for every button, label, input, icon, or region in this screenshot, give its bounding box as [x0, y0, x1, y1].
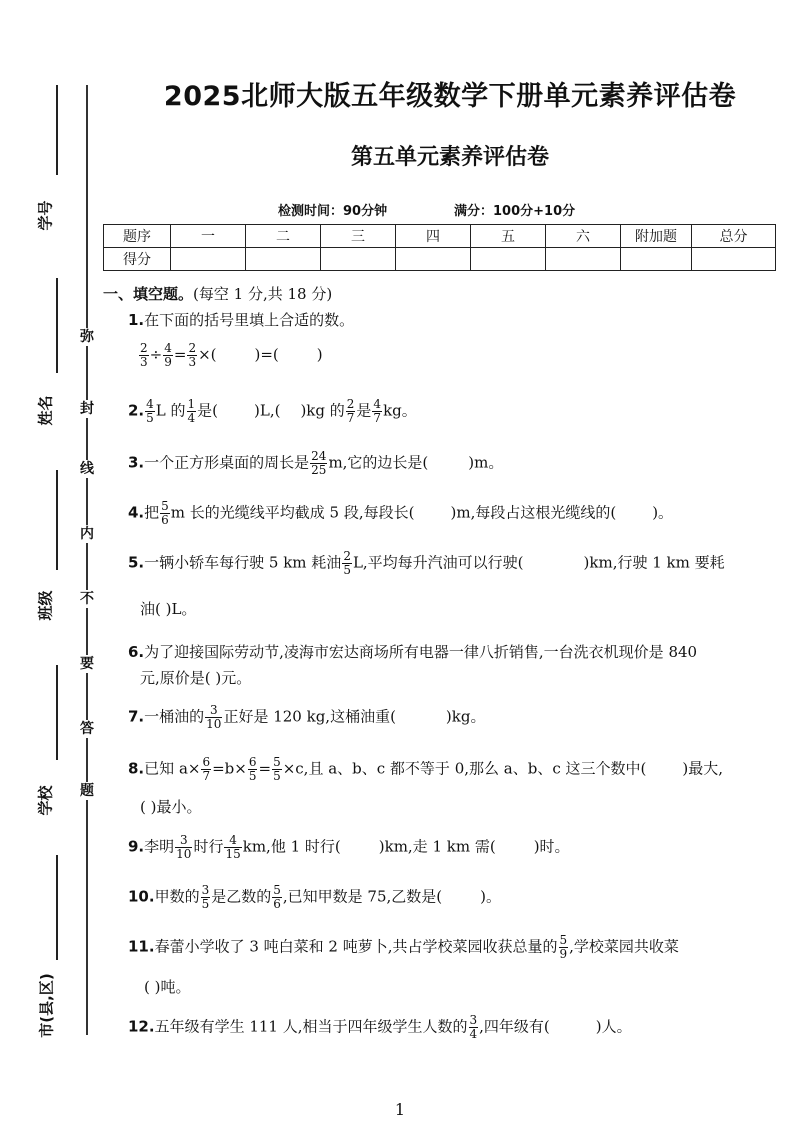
question-text: [248, 756, 258, 783]
score-cell[interactable]: [621, 248, 692, 271]
question-text: =: [258, 759, 272, 778]
question-text: 春蕾小学收了 3 吨白菜和 2 吨萝卜,共占学校菜园收获总量的: [154, 937, 558, 956]
binding-line: [86, 85, 88, 1035]
question-text: a×: [178, 759, 201, 778]
fraction-part: 5: [559, 933, 568, 947]
fraction-part: 4: [146, 397, 154, 411]
question-text: [175, 834, 192, 861]
score-cell[interactable]: [692, 248, 776, 271]
question-6-line2: 元,原价是( )元。: [140, 669, 252, 687]
question-text: 11.: [128, 937, 155, 956]
question-text: ): [316, 345, 323, 364]
question-4: [128, 500, 673, 527]
fraction-part: 10: [206, 717, 222, 731]
question-text: )m。: [468, 453, 504, 472]
question-text: [272, 756, 282, 783]
question-text: ,已知甲数是 75,乙数是(: [282, 887, 443, 906]
question-3: [128, 450, 503, 477]
fraction-part: 9: [164, 355, 172, 369]
fraction-part: 3: [140, 355, 148, 369]
question-text: 正好是 120 kg,这桶油重(: [223, 707, 396, 726]
question-8-line2: ( )最小。: [140, 798, 202, 816]
question-text: 4.: [128, 503, 145, 522]
question-text: )人。: [595, 1017, 632, 1036]
fraction-part: 5: [248, 769, 257, 783]
fraction-part: 4: [469, 1027, 478, 1041]
question-8: [128, 756, 723, 783]
question-text: ,学校菜园共收菜: [569, 937, 679, 956]
side-rule-top: [56, 85, 58, 175]
question-text: ÷: [149, 345, 163, 364]
score-table-header-row: [104, 225, 776, 248]
question-text: )kg。: [445, 707, 486, 726]
question-2: [128, 398, 417, 425]
fraction-part: 5: [273, 755, 281, 769]
question-text: )km,走 1 km 需(: [378, 837, 496, 856]
fraction-part: 6: [202, 755, 211, 769]
question-text: [201, 884, 211, 911]
table-cell: 六: [546, 225, 621, 248]
fraction-part: 1: [187, 397, 196, 411]
question-text: )L,(: [254, 401, 281, 420]
question-text: L,平均每升汽油可以行驶(: [352, 553, 524, 572]
fraction-part: 4: [224, 834, 241, 848]
question-text: =: [173, 345, 187, 364]
fraction-part: 25: [311, 463, 327, 477]
question-text: 8.: [128, 759, 145, 778]
question-text: [160, 500, 170, 527]
question-text: ,四年级有(: [479, 1017, 550, 1036]
question-text: )=(: [254, 345, 279, 364]
fraction-part: 4: [373, 397, 382, 411]
fraction-part: 4: [164, 341, 172, 355]
bind-char: 线: [80, 461, 94, 477]
table-cell: 四: [396, 225, 471, 248]
question-text: [205, 704, 222, 731]
score-table: [103, 224, 776, 271]
bind-char: 封: [80, 401, 94, 417]
question-text: 是(: [197, 401, 219, 420]
question-text: )。: [480, 887, 501, 906]
fraction-part: 9: [559, 947, 568, 961]
question-text: =b×: [212, 759, 247, 778]
question-text: L 的: [155, 401, 186, 420]
fraction-part: 5: [201, 897, 210, 911]
question-5-line2: 油( )L。: [140, 600, 197, 618]
question-text: 5.: [128, 553, 145, 572]
score-cell[interactable]: [246, 248, 321, 271]
question-text: )最大,: [682, 759, 723, 778]
fraction-part: 2: [343, 549, 351, 563]
question-5: [128, 550, 725, 577]
fraction-part: 3: [469, 1013, 478, 1027]
table-cell: 题序: [104, 225, 171, 248]
fraction-part: 6: [161, 513, 169, 527]
section-heading: [103, 283, 332, 304]
bind-char: 题: [80, 783, 94, 799]
question-text: [310, 450, 327, 477]
question-text: )。: [652, 503, 674, 522]
question-11: [128, 934, 679, 961]
fraction: [163, 342, 173, 369]
city-label: 市(县,区): [37, 973, 56, 1038]
score-cell[interactable]: [471, 248, 546, 271]
question-7: [128, 704, 485, 731]
question-text: [469, 1014, 479, 1041]
question-text: 五年级有学生 111 人,相当于四年级学生人数的: [154, 1017, 468, 1036]
question-text: )m,每段占这根光缆线的(: [450, 503, 617, 522]
question-text: 一辆小轿车每行驶 5 km 耗油: [144, 553, 342, 572]
table-cell: 总分: [692, 225, 776, 248]
side-rule-5: [56, 855, 58, 960]
question-text: [372, 398, 382, 425]
question-10: [128, 884, 501, 911]
question-text: [342, 550, 352, 577]
fraction-part: 4: [187, 411, 196, 425]
document-subtitle: 第五单元素养评估卷: [350, 145, 549, 170]
bind-char: 弥: [80, 329, 94, 345]
question-text: [201, 756, 211, 783]
question-9: [128, 834, 570, 861]
question-12: [128, 1014, 632, 1041]
side-rule-4: [56, 665, 58, 760]
question-text: )时。: [533, 837, 570, 856]
score-cell[interactable]: [396, 248, 471, 271]
question-text: [559, 934, 569, 961]
bind-char: 内: [80, 526, 94, 542]
fraction-part: 5: [273, 769, 281, 783]
table-cell: 五: [471, 225, 546, 248]
fraction: [187, 342, 197, 369]
table-cell: 三: [321, 225, 396, 248]
question-text: )kg 的: [300, 401, 345, 420]
document-title: 2025北师大版五年级数学下册单元素养评估卷: [163, 81, 737, 112]
question-text: ×c,且 a、b、c 都不等于 0,那么 a、b、c 这三个数中(: [282, 759, 647, 778]
school-label: 学校: [36, 785, 55, 816]
question-text: 一桶油的: [144, 707, 205, 726]
question-text: 3.: [128, 453, 145, 472]
side-rule-2: [56, 278, 58, 373]
score-table-score-row: [104, 248, 776, 271]
question-1: [128, 308, 354, 332]
question-text: [272, 884, 282, 911]
fraction-part: 5: [273, 883, 281, 897]
table-cell: 附加题: [621, 225, 692, 248]
question-text: 一个正方形桌面的周长是: [144, 453, 310, 472]
question-text: 10.: [128, 887, 155, 906]
question-text: km,他 1 时行(: [242, 837, 341, 856]
bind-char: 答: [80, 721, 94, 737]
table-cell: 一: [171, 225, 246, 248]
question-text: [187, 398, 197, 425]
name-label: 姓名: [36, 395, 55, 426]
question-text: [346, 398, 356, 425]
question-text: 在下面的括号里填上合适的数。: [144, 311, 355, 329]
question-text: 7.: [128, 707, 145, 726]
question-text: 甲数的: [154, 887, 200, 906]
score-cell[interactable]: [321, 248, 396, 271]
fraction-part: 6: [248, 755, 257, 769]
table-cell: 二: [246, 225, 321, 248]
fraction-part: 10: [176, 847, 192, 861]
fraction-part: 15: [225, 847, 241, 861]
question-text: 12.: [128, 1017, 155, 1036]
question-1-expression: [138, 342, 323, 369]
fraction-part: 7: [373, 411, 382, 425]
question-text: m,它的边长是(: [328, 453, 429, 472]
question-text: 李明: [144, 837, 175, 856]
score-cell[interactable]: [171, 248, 246, 271]
fraction-part: 5: [343, 563, 351, 577]
page-number: 1: [394, 1100, 406, 1119]
question-text: 已知: [144, 759, 175, 778]
fraction-part: 2: [140, 341, 148, 355]
question-11-line2: ( )吨。: [144, 978, 191, 996]
fraction-part: 7: [202, 769, 211, 783]
bind-char: 不: [80, 591, 94, 607]
fraction-part: 2: [188, 341, 197, 355]
side-rule-3: [56, 470, 58, 570]
class-label: 班级: [36, 590, 55, 621]
question-text: 是乙数的: [211, 887, 272, 906]
question-text: 为了迎接国际劳动节,凌海市宏达商场所有电器一律八折销售,一台洗衣机现价是 840: [144, 643, 698, 661]
fraction-part: 3: [205, 704, 222, 718]
question-text: 6.: [128, 643, 145, 661]
table-cell: 得分: [104, 248, 171, 271]
question-text: 9.: [128, 837, 145, 856]
question-text: 是: [356, 401, 372, 420]
section-title: 一、填空题。: [103, 285, 194, 303]
question-text: 时行: [193, 837, 224, 856]
fraction-part: 2: [346, 397, 355, 411]
fraction-part: 3: [201, 883, 210, 897]
question-text: [224, 834, 241, 861]
question-text: 把: [144, 503, 160, 522]
fraction-part: 24: [311, 449, 327, 463]
score-cell[interactable]: [546, 248, 621, 271]
question-text: )km,行驶 1 km 要耗: [583, 553, 725, 572]
fraction: [139, 342, 149, 369]
student-id-label: 学号: [36, 200, 55, 231]
fraction-part: 7: [346, 411, 355, 425]
question-text: ×(: [198, 345, 217, 364]
fraction-part: 3: [188, 355, 197, 369]
fraction-part: 5: [161, 499, 169, 513]
section-note: (每空 1 分,共 18 分): [193, 285, 333, 303]
question-text: m 长的光缆线平均截成 5 段,每段长(: [170, 503, 415, 522]
full-score: 满分：100分+10分: [454, 204, 576, 219]
question-number: 1.: [128, 311, 145, 329]
question-text: 2.: [128, 401, 145, 420]
question-text: kg。: [383, 401, 417, 420]
fraction-part: 3: [175, 834, 192, 848]
fraction-part: 5: [146, 411, 154, 425]
fraction-part: 6: [273, 897, 281, 911]
exam-time: 检测时间：90分钟: [278, 204, 388, 219]
question-text: [145, 398, 155, 425]
bind-char: 要: [80, 656, 94, 672]
question-6: [128, 640, 697, 664]
